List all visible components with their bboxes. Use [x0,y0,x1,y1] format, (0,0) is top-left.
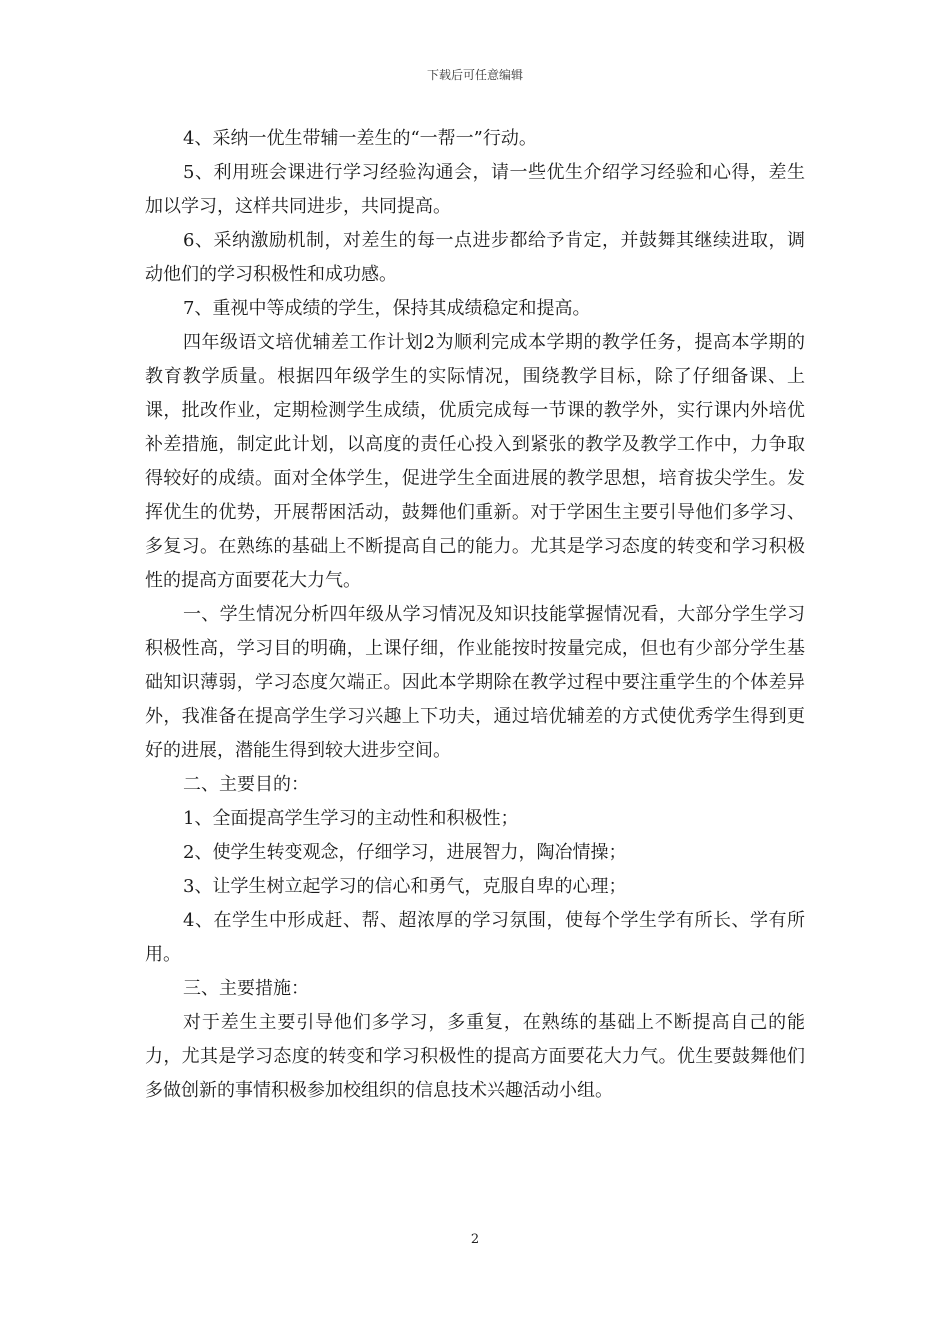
page-number: 2 [470,1232,480,1247]
page-header: 下载后可任意编辑 [426,68,523,82]
section-heading: 二、主要目的： [183,774,309,795]
paragraph: 一、学生情况分析四年级从学习情况及知识技能掌握情况看，大部分学生学习积极性高，学习目的明确，上课仔细，作业能按时按量完成，但也有少部分学生基础知识薄弱，学习态度欠端正。因此本学期除在教学过程中要注重学生的个体差异外，我准备在提高学生学习兴趣上下功夫，通过培优辅差的方式使优秀学生得到更好的进展，潜能生得到较大进步空间。 [145,604,805,761]
paragraph: 2、使学生转变观念，仔细学习，进展智力，陶冶情操； [183,842,627,863]
paragraph: 4、采纳一优生带辅一差生的“一帮一”行动。 [183,128,537,149]
paragraph: 对于差生主要引导他们多学习，多重复，在熟练的基础上不断提高自己的能力，尤其是学习态度的转变和学习积极性的提高方面要花大力气。优生要鼓舞他们多做创新的事情积极参加校组织的信息技术兴趣活动小组。 [145,1012,805,1101]
paragraph: 5、利用班会课进行学习经验沟通会，请一些优生介绍学习经验和心得，差生加以学习，这样共同进步，共同提高。 [145,162,805,217]
paragraph: 1、全面提高学生学习的主动性和积极性； [183,808,519,829]
paragraph: 6、采纳激励机制，对差生的每一点进步都给予肯定，并鼓舞其继续进取，调动他们的学习积极性和成功感。 [145,230,805,285]
paragraph: 7、重视中等成绩的学生，保持其成绩稳定和提高。 [183,298,591,319]
paragraph: 3、让学生树立起学习的信心和勇气，克服自卑的心理； [183,876,627,897]
body-text [145,122,805,1108]
paragraph: 四年级语文培优辅差工作计划2为顺利完成本学期的教学任务，提高本学期的教育教学质量。根据四年级学生的实际情况，围绕教学目标，除了仔细备课、上课，批改作业，定期检测学生成绩，优质完成每一节课的教学外，实行课内外培优补差措施，制定此计划，以高度的责任心投入到紧张的教学及教学工作中，力争取得较好的成绩。面对全体学生，促进学生全面进展的教学思想，培育拔尖学生。发挥优生的优势，开展帮困活动，鼓舞他们重新。对于学困生主要引导他们多学习、多复习。在熟练的基础上不断提高自己的能力。尤其是学习态度的转变和学习积极性的提高方面要花大力气。 [145,332,805,591]
paragraph: 4、在学生中形成赶、帮、超浓厚的学习氛围，使每个学生学有所长、学有所用。 [145,910,805,965]
section-heading: 三、主要措施： [183,978,309,999]
